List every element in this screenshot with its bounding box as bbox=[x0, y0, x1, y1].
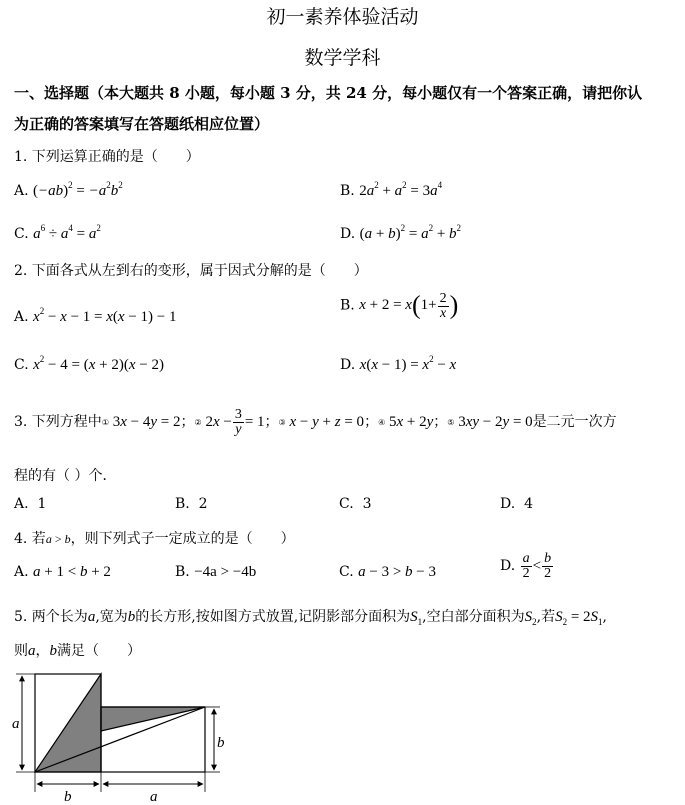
q1-option-d-label: D. bbox=[340, 226, 356, 242]
q4-option-b-formula: −4a > −4b bbox=[194, 564, 257, 580]
q1-option-c-label: C. bbox=[14, 226, 29, 242]
q5-t2: 的长方形,按如图方式放置,记阴影部分面积为 bbox=[135, 609, 411, 625]
q5-line2b: ， bbox=[35, 643, 50, 659]
q5-stem bbox=[14, 606, 607, 627]
q2-option-a-formula: $x^2 - x - 1 = x(x - 1) - 1$ bbox=[33, 306, 177, 325]
q3-stem bbox=[14, 408, 617, 437]
q2-option-b-formula: x + 2 = x(1+ $\frac{2}{x}$ ) bbox=[359, 290, 459, 321]
q4-option-a bbox=[14, 564, 111, 581]
q3-option-a-value: 1 bbox=[37, 496, 47, 512]
page-title: 初一素养体验活动 bbox=[266, 6, 419, 28]
q3-eq1: ① 3x − 4y = 2 bbox=[101, 413, 181, 430]
q3-option-c bbox=[339, 496, 372, 512]
q5-condition: $S_2 = 2S_1$ bbox=[555, 609, 603, 627]
q3-option-c-value: 3 bbox=[362, 496, 372, 512]
q3-sep: ； bbox=[180, 413, 195, 430]
q4-option-d-label: D. bbox=[500, 557, 516, 574]
q4-option-d-formula: $\frac{a}{2}$ < $\frac{b}{2}$ bbox=[522, 551, 552, 581]
q2-option-b-label: B. bbox=[340, 297, 355, 314]
q1-option-b-formula: $2a^2 + a^2 = 3a^4$ bbox=[359, 180, 443, 199]
q4-option-c bbox=[339, 564, 436, 581]
q2-option-c bbox=[14, 354, 164, 374]
q5-line2a: 则 bbox=[14, 643, 28, 659]
rectangles-figure bbox=[0, 664, 240, 805]
q3-option-d-value: 4 bbox=[524, 496, 534, 512]
q4-condition: a > b bbox=[45, 532, 71, 546]
q5-lead: 5. 两个长为 bbox=[14, 609, 88, 625]
q4-option-a-label: A. bbox=[14, 564, 29, 580]
q2-option-c-formula: $x^2 - 4 = (x + 2)(x - 2)$ bbox=[33, 354, 164, 373]
q5-var-b2: b bbox=[49, 643, 57, 659]
q2-stem: 2. 下面各式从左到右的变形，属于因式分解的是（ ） bbox=[14, 263, 368, 279]
q4-stem bbox=[14, 528, 295, 548]
q3-lead: 3. 下列方程中 bbox=[14, 413, 102, 430]
section-heading-line2: 为正确的答案填写在答题纸相应位置） bbox=[14, 115, 270, 133]
q3-option-a-label: A. bbox=[14, 496, 29, 512]
q4-lead: 4. 若 bbox=[14, 531, 46, 547]
q5-var-a: a bbox=[87, 609, 96, 625]
q1-option-c bbox=[14, 223, 101, 243]
q3-tail: 是二元一次方 bbox=[532, 413, 617, 430]
q3-eq5: ⑤ 3xy − 2y = 0 bbox=[447, 413, 533, 430]
q3-option-b-label: B. bbox=[175, 496, 190, 512]
section-heading-line1: 一、选择题（本大题共 8 小题，每小题 3 分，共 24 分，每小题仅有一个答案正确，请把你认 bbox=[14, 84, 643, 102]
shaded-triangle-left bbox=[35, 674, 101, 772]
q1-stem: 1. 下列运算正确的是（ ） bbox=[14, 149, 200, 165]
q3-eq4: ④ 5x + 2y bbox=[378, 413, 434, 430]
label-b-bottom: b bbox=[64, 789, 72, 805]
label-a-left: a bbox=[12, 716, 20, 732]
page-subtitle: 数学学科 bbox=[304, 47, 381, 69]
q2-option-d-formula: $x(x - 1) = x^2 - x$ bbox=[359, 354, 457, 373]
q5-line2c: 满足（ ） bbox=[57, 643, 141, 659]
q3-option-a bbox=[14, 496, 46, 512]
label-b-right: b bbox=[217, 735, 225, 751]
q1-option-a-formula: $(-ab)^2 = -a^2b^2$ bbox=[33, 180, 123, 199]
q2-option-a bbox=[14, 306, 177, 326]
q1-option-a bbox=[14, 180, 123, 200]
q5-var-a2: a bbox=[28, 643, 36, 659]
q5-t1: ,宽为 bbox=[95, 609, 128, 625]
q3-sep: ； bbox=[433, 413, 448, 430]
q1-option-c-formula: $a^6 \div a^4 = a^2$ bbox=[33, 223, 101, 242]
q3-line2: 程的有（ ）个． bbox=[14, 468, 117, 484]
q3-eq3: ③ x − y + z = 0 bbox=[278, 413, 365, 430]
q2-option-d bbox=[340, 354, 456, 374]
q5-s2: $S_2$ bbox=[524, 609, 537, 627]
q4-option-c-label: C. bbox=[339, 564, 354, 580]
q5-s1: $S_1$ bbox=[410, 609, 423, 627]
q3-option-c-label: C. bbox=[339, 496, 354, 512]
q4-option-b-label: B. bbox=[175, 564, 190, 580]
q1-option-a-label: A. bbox=[14, 183, 29, 199]
q2-option-b bbox=[340, 291, 458, 321]
q4-option-c-formula: a − 3 > b − 3 bbox=[358, 564, 437, 580]
q3-option-d bbox=[500, 496, 533, 512]
q4-option-b bbox=[175, 564, 256, 581]
q2-option-a-label: A. bbox=[14, 309, 29, 325]
q3-option-d-label: D. bbox=[500, 496, 516, 512]
q5-line2 bbox=[14, 640, 141, 660]
q3-option-b bbox=[175, 496, 208, 512]
q1-option-d-formula: $(a + b)^2 = a^2 + b^2$ bbox=[359, 223, 462, 242]
q1-option-d bbox=[340, 223, 461, 243]
q3-sep: ； bbox=[364, 413, 379, 430]
q4-option-d bbox=[500, 552, 554, 581]
q4-mid: ，则下列式子一定成立的是（ ） bbox=[70, 531, 295, 547]
q3-sep: ； bbox=[264, 413, 279, 430]
q1-option-b bbox=[340, 180, 442, 200]
q3-eq2: ② 2x − $\frac{3}{y}$ = 1 bbox=[194, 407, 265, 437]
label-a-bottom: a bbox=[150, 789, 158, 805]
q3-option-b-value: 2 bbox=[198, 496, 208, 512]
q1-option-b-label: B. bbox=[340, 183, 355, 199]
q2-option-d-label: D. bbox=[340, 357, 356, 373]
q2-option-c-label: C. bbox=[14, 357, 29, 373]
q5-t4: ,若 bbox=[536, 609, 556, 625]
q4-option-a-formula: a + 1 < b + 2 bbox=[33, 564, 111, 580]
q5-t3: ,空白部分面积为 bbox=[422, 609, 525, 625]
q5-var-b: b bbox=[127, 609, 136, 625]
q5-comma: , bbox=[602, 609, 607, 625]
